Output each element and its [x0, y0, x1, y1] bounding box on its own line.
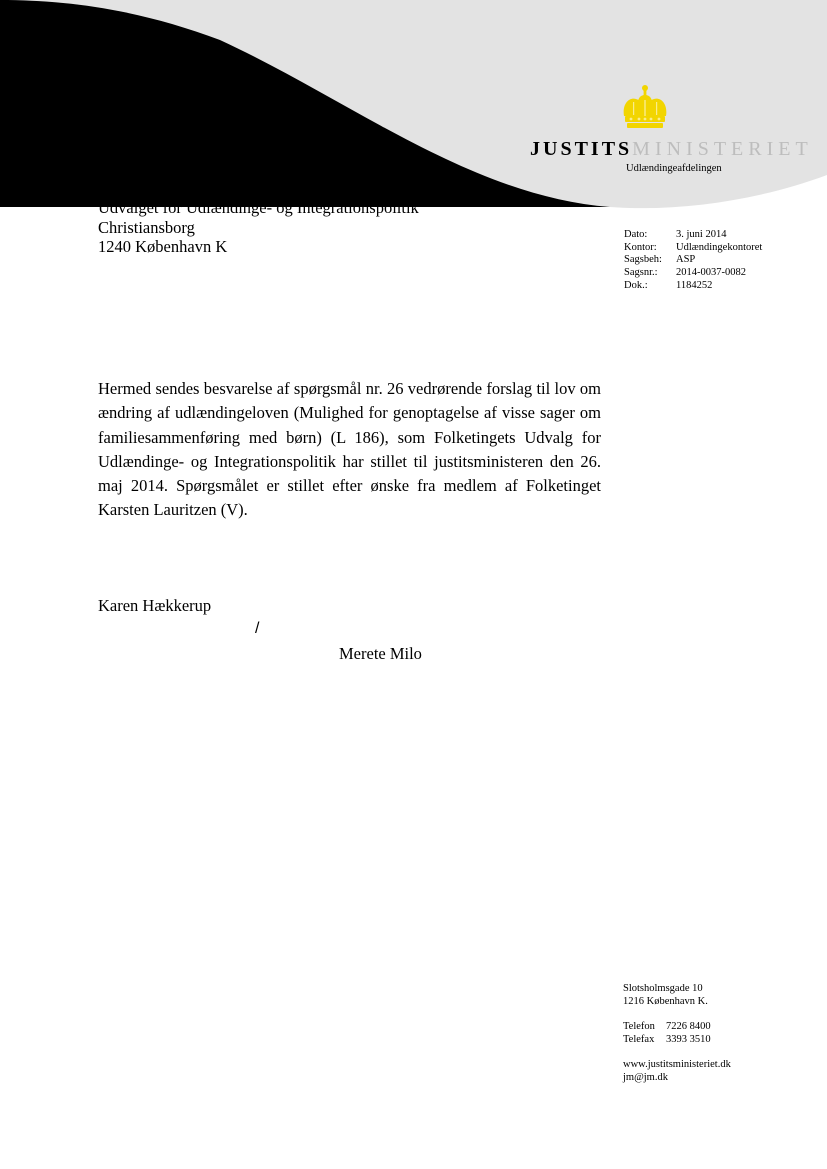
meta-label: Dok.:: [624, 279, 648, 291]
logo-light: MINISTERIET: [632, 138, 813, 160]
department-name: Udlændingeafdelingen: [626, 163, 722, 174]
meta-row-office: [624, 242, 762, 255]
meta-value: ASP: [676, 254, 696, 266]
meta-row-date: [624, 229, 762, 242]
meta-value: 1184252: [676, 279, 713, 291]
phone-label: Telefon: [623, 1020, 655, 1032]
footer-website: www.justitsministeriet.dk: [623, 1058, 731, 1070]
recipient-line: Christiansborg: [98, 217, 195, 237]
minister-name: Karen Hækkerup: [98, 596, 212, 615]
meta-row-case-number: [624, 267, 762, 280]
recipient-line: 1240 København K: [98, 237, 228, 256]
ministry-logo: [530, 137, 813, 161]
crown-icon: [619, 84, 671, 130]
footer-phone: [623, 1021, 731, 1034]
meta-row-document: [624, 280, 762, 293]
footer-email: jm@jm.dk: [623, 1071, 668, 1083]
header-wave: [0, 0, 827, 210]
meta-label: Sagsnr.:: [624, 267, 658, 279]
footer-fax: [623, 1034, 731, 1047]
signature-separator: /: [255, 620, 260, 637]
fax-number: 3393 3510: [666, 1033, 711, 1045]
meta-label: Dato:: [624, 229, 648, 240]
letter-body: Hermed sendes besvarelse af spørgsmål nr. 26 vedrørende forslag til lov om ændring af udlændingeloven (Mulighed for genoptagelse af visse sager om familiesammenføring med børn) (L 186), som Folketingets Udvalg for Udlændinge- og Integrationspolitik har stillet til justitsministeren den 26. maj 2014. Spørgsmålet er stillet efter ønske fra medlem af Folketinget Karsten Lauritzen (V).: [98, 379, 601, 520]
footer-contact: [623, 983, 731, 1084]
recipient-line: Udvalget for Udlændinge- og Integrationspolitik: [98, 198, 419, 217]
meta-row-handler: [624, 254, 762, 267]
recipient-address: [98, 198, 419, 257]
footer-address-line: Slotsholmsgade 10: [623, 983, 703, 994]
meta-value: 2014-0037-0082: [676, 267, 746, 279]
footer-address-line: 1216 København K.: [623, 995, 708, 1007]
logo-bold: JUSTITS: [530, 138, 633, 160]
official-name: Merete Milo: [339, 644, 422, 663]
fax-label: Telefax: [623, 1033, 655, 1045]
case-metadata: [624, 229, 762, 293]
meta-value: 3. juni 2014: [676, 229, 727, 240]
meta-value: Udlændingekontoret: [676, 241, 763, 253]
phone-number: 7226 8400: [666, 1020, 711, 1032]
meta-label: Kontor:: [624, 241, 657, 253]
meta-label: Sagsbeh:: [624, 254, 662, 266]
